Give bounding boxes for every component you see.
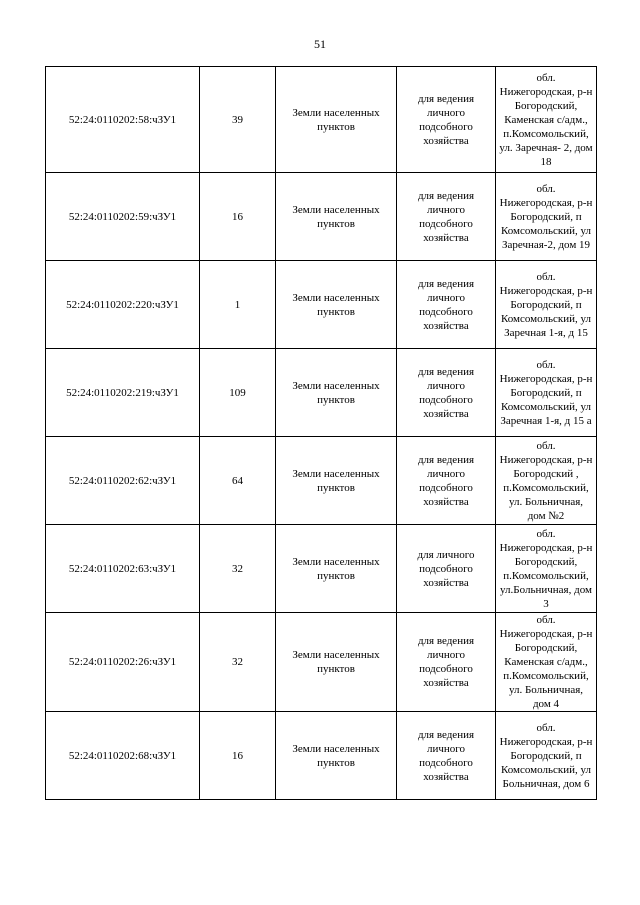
plot-area: 109 (200, 349, 276, 437)
plot-area: 1 (200, 261, 276, 349)
cadastral-number: 52:24:0110202:26:чЗУ1 (46, 613, 200, 712)
plot-area: 64 (200, 437, 276, 525)
permitted-use: для ведения личного подсобного хозяйства (397, 613, 496, 712)
table-row (46, 712, 597, 800)
permitted-use: для ведения личного подсобного хозяйства (397, 173, 496, 261)
permitted-use: для ведения личного подсобного хозяйства (397, 712, 496, 800)
plot-area: 16 (200, 712, 276, 800)
cadastral-number: 52:24:0110202:68:чЗУ1 (46, 712, 200, 800)
plot-area: 39 (200, 67, 276, 173)
plot-address: обл. Нижегородская, р-н Богородский, п Комсомольский, ул Заречная 1-я, д 15 (496, 261, 597, 349)
land-plots-table (45, 66, 597, 800)
page-number: 51 (314, 37, 326, 51)
cadastral-number: 52:24:0110202:220:чЗУ1 (46, 261, 200, 349)
plot-address: обл. Нижегородская, р-н Богородский, п Комсомольский, ул Заречная-2, дом 19 (496, 173, 597, 261)
permitted-use: для ведения личного подсобного хозяйства (397, 349, 496, 437)
table-row (46, 525, 597, 613)
table-row (46, 613, 597, 712)
permitted-use: для личного подсобного хозяйства (397, 525, 496, 613)
cadastral-number: 52:24:0110202:59:чЗУ1 (46, 173, 200, 261)
table-row (46, 173, 597, 261)
land-category: Земли населенных пунктов (276, 67, 397, 173)
plot-address: обл. Нижегородская, р-н Богородский , п.Комсомольский, ул. Больничная, дом №2 (496, 437, 597, 525)
plot-area: 32 (200, 525, 276, 613)
cadastral-number: 52:24:0110202:219:чЗУ1 (46, 349, 200, 437)
plot-area: 32 (200, 613, 276, 712)
cadastral-number: 52:24:0110202:63:чЗУ1 (46, 525, 200, 613)
table-row (46, 67, 597, 173)
cadastral-number: 52:24:0110202:58:чЗУ1 (46, 67, 200, 173)
permitted-use: для ведения личного подсобного хозяйства (397, 67, 496, 173)
plot-address: обл. Нижегородская, р-н Богородский, Каменская с/адм., п.Комсомольский, ул. Заречная- 2, дом 18 (496, 67, 597, 173)
plot-address: обл. Нижегородская, р-н Богородский, Каменская с/адм., п.Комсомольский, ул. Больничная, дом 4 (496, 613, 597, 712)
plot-address: обл. Нижегородская, р-н Богородский, п.Комсомольский, ул.Больничная, дом 3 (496, 525, 597, 613)
plot-address: обл. Нижегородская, р-н Богородский, п Комсомольский, ул Больничная, дом 6 (496, 712, 597, 800)
table-row (46, 437, 597, 525)
land-category: Земли населенных пунктов (276, 712, 397, 800)
plot-area: 16 (200, 173, 276, 261)
land-category: Земли населенных пунктов (276, 613, 397, 712)
table-row (46, 261, 597, 349)
permitted-use: для ведения личного подсобного хозяйства (397, 261, 496, 349)
land-category: Земли населенных пунктов (276, 437, 397, 525)
cadastral-number: 52:24:0110202:62:чЗУ1 (46, 437, 200, 525)
table-row (46, 349, 597, 437)
land-category: Земли населенных пунктов (276, 525, 397, 613)
land-category: Земли населенных пунктов (276, 173, 397, 261)
plot-address: обл. Нижегородская, р-н Богородский, п Комсомольский, ул Заречная 1-я, д 15 а (496, 349, 597, 437)
permitted-use: для ведения личного подсобного хозяйства (397, 437, 496, 525)
land-category: Земли населенных пунктов (276, 349, 397, 437)
land-category: Земли населенных пунктов (276, 261, 397, 349)
